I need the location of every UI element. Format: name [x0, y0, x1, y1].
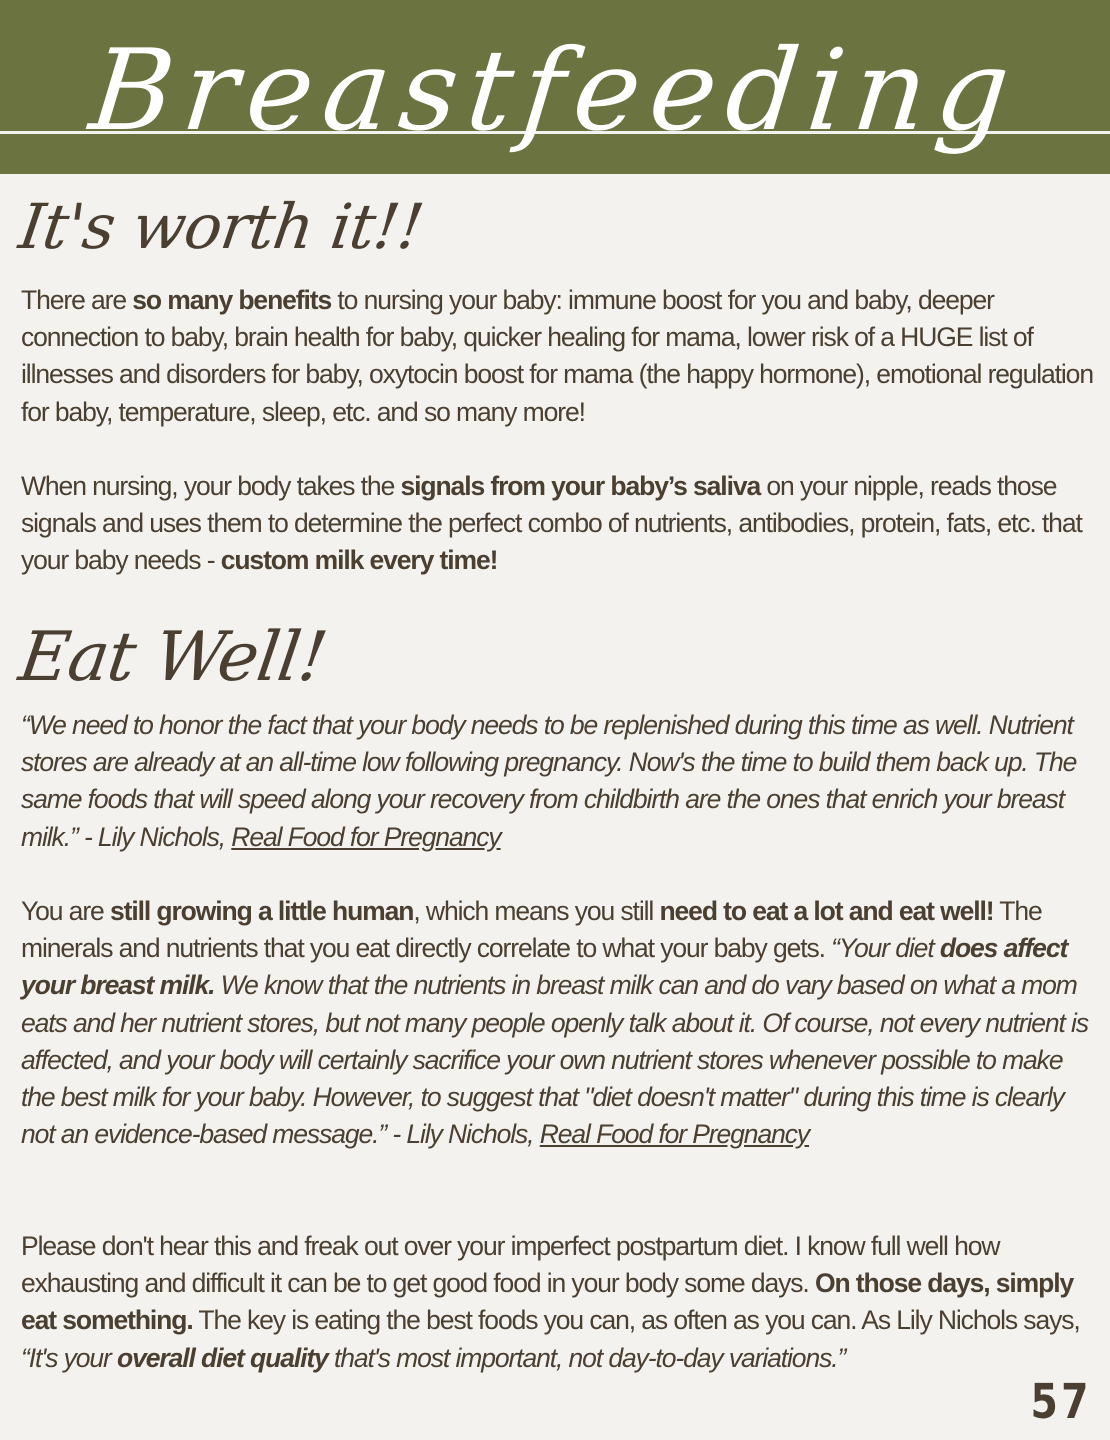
- page-title: Breastfeeding: [84, 26, 1025, 156]
- replenish-quote-paragraph: [21, 707, 1096, 856]
- page-number: 57: [1030, 1374, 1092, 1430]
- bold-quote-text: does affect your breast milk.: [21, 933, 1068, 1001]
- bold-text: still growing a little human: [109, 896, 414, 926]
- saliva-signals-paragraph: [21, 468, 1096, 580]
- text-run: Please don't hear this and freak out over your imperfect postpartum diet. I know full well how exhausting and difficult it can be to get good food in your body some days.: [21, 1231, 1000, 1299]
- bold-text: so many benefits: [132, 285, 332, 315]
- text-run: to nursing your baby: immune boost for you and baby, deeper connection to baby, brain health for baby, quicker healing for mama, lower risk of a HUGE list of illnesses and disorders for baby, oxytocin boost for mama (the happy hormone), emotional regulation for baby, temperature, sleep, etc. and so many more!: [21, 285, 1093, 427]
- quote-text: that's most important, not day-to-day variations.”: [327, 1342, 846, 1373]
- book-link[interactable]: Real Food for Pregnancy: [231, 821, 501, 852]
- bold-text: custom milk every time!: [220, 545, 498, 576]
- quote-text: “It's your: [21, 1342, 118, 1373]
- text-run: The minerals and nutrients that you eat directly correlate to what your baby gets.: [21, 896, 1042, 964]
- bold-text: On those days, simply eat something.: [21, 1268, 1074, 1336]
- bold-text: need to eat a lot and eat well!: [659, 896, 994, 926]
- text-run: You are: [21, 896, 110, 926]
- book-link[interactable]: Real Food for Pregnancy: [539, 1119, 810, 1150]
- text-run: The key is eating the best foods you can, as often as you can. As Lily Nichols says,: [192, 1305, 1080, 1336]
- bold-text: signals from your baby’s saliva: [400, 471, 761, 501]
- dont-freak-out-paragraph: [21, 1228, 1096, 1377]
- quote-text: We know that the nutrients in breast milk can and do vary based on what a mom eats and her nutrient stores, but not many people openly talk about it. Of course, not every nutrient is affected, and your body will certainly sacrifice your own nutrient stores whenever possible to make the best milk for your baby. However, to suggest that "diet doesn't matter" during this time is clearly not an evidence-based message.” - Lily Nichols,: [21, 970, 1088, 1150]
- section-heading-eat-well: Eat Well!: [14, 618, 332, 697]
- text-run: on your nipple, reads those signals and uses them to determine the perfect combo of nutrients, antibodies, protein, fats, etc. that your baby needs -: [21, 471, 1082, 576]
- bold-quote-text: overall diet quality: [117, 1342, 328, 1373]
- benefits-paragraph: [21, 282, 1096, 431]
- quote-text: “Your diet: [831, 933, 940, 964]
- growing-human-paragraph: [21, 893, 1096, 1153]
- quote-text: “We need to honor the fact that your body needs to be replenished during this time as well. Nutrient stores are already at an all-time low following pregnancy. Now's the time to build them back up. The same foods that will speed along your recovery from childbirth are the ones that enrich your breast milk.” - Lily Nichols,: [21, 710, 1077, 852]
- text-run: , which means you still: [413, 896, 660, 926]
- text-run: When nursing, your body takes the: [21, 471, 401, 501]
- section-heading-worth-it: It's worth it!!: [14, 190, 428, 263]
- text-run: There are: [21, 285, 133, 315]
